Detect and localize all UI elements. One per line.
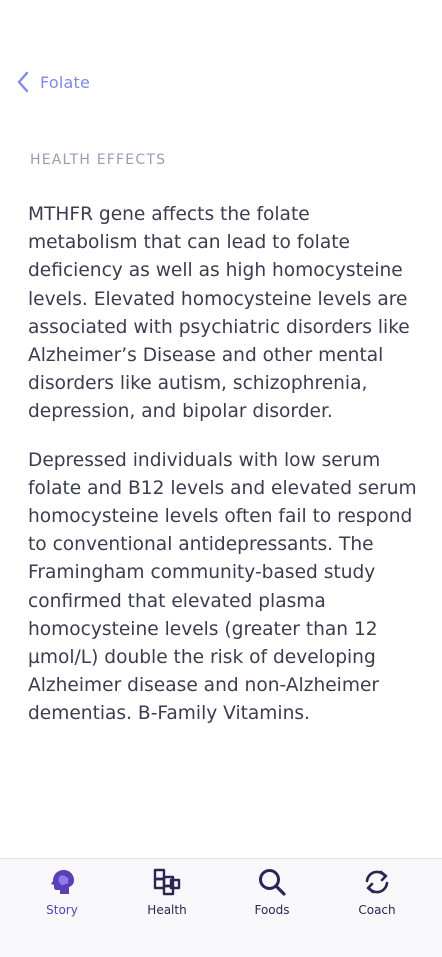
chevron-left-icon [16,71,30,93]
head-icon [47,867,77,897]
tab-bar [0,858,442,957]
tab-coach-label: Coach [358,903,396,917]
back-button-label: Folate [40,72,90,92]
refresh-arrows-icon [362,867,392,897]
tab-foods[interactable] [232,867,312,927]
tab-story-label: Story [46,903,78,917]
health-blocks-icon [152,867,182,897]
tab-coach[interactable] [337,867,417,927]
paragraph: MTHFR gene affects the folate metabolism that can lead to folate deficiency as well as high homocysteine levels. Elevated homocysteine levels are associated with psychiatric disorders like Alzheimer’s Disease and other mental disorders like autism, schizophrenia, depression, and bipolar disorder. [28,204,410,423]
tab-foods-label: Foods [254,903,290,917]
search-icon [257,867,287,897]
back-button[interactable] [16,68,90,96]
tab-story[interactable] [22,867,102,927]
tab-health-label: Health [147,903,187,917]
article-body [28,201,420,749]
paragraph: Depressed individuals with low serum folate and B12 levels and elevated serum homocysteine levels often fail to respond to conventional antidepressants. The Framingham community-based study confirmed that elevated plasma homocysteine levels (greater than 12 µmol/L) double the risk of developing Alzheimer disease and non-Alzheimer dementias. B-Family Vitamins. [28,449,417,725]
section-heading: HEALTH EFFECTS [30,152,167,168]
tab-health[interactable] [127,867,207,927]
